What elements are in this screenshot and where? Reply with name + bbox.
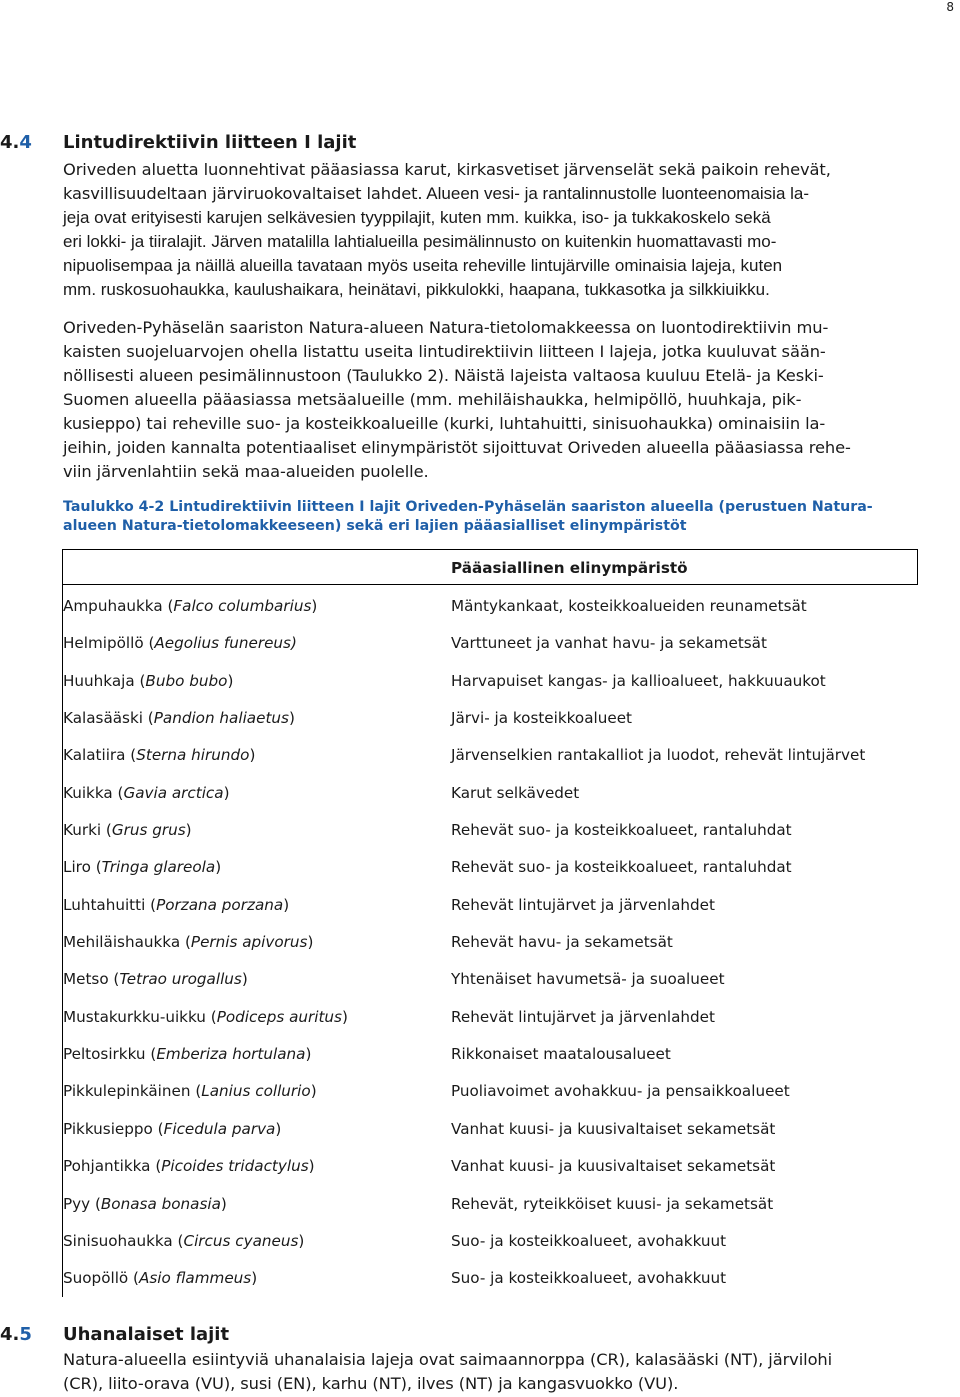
habitat-text: Vanhat kuusi- ja kuusivaltaiset sekametsät: [451, 1157, 776, 1176]
page-number: 8: [946, 0, 954, 14]
section-number: 4.4: [0, 132, 32, 153]
latin-name: Asio flammeus: [138, 1269, 252, 1288]
table-row: [63, 1117, 913, 1154]
section-4-5-paragraph: Natura-alueella esiintyviä uhanalaisia lajeja ovat saimaannorppa (CR), kalasääski (NT), järvilohi (CR), liito-orava (VU), susi (EN), karhu (NT), ilves (NT) ja kangasvuokko (VU).: [63, 1350, 833, 1393]
latin-name: Pernis apivorus: [190, 933, 308, 952]
species-name: Liro (Tringa glareola): [63, 858, 222, 877]
latin-name: Podiceps auritus: [216, 1007, 342, 1026]
species-name: Kuikka (Gavia arctica): [63, 783, 230, 802]
latin-name: Ficedula parva: [163, 1119, 276, 1138]
species-name: Ampuhaukka (Falco columbarius): [63, 597, 318, 615]
section-heading-4-4: [0, 131, 356, 155]
latin-name: Tringa glareola: [101, 858, 216, 877]
table-row: [63, 855, 913, 892]
species-table-body: [63, 594, 913, 1304]
species-name: Kalatiira (Sterna hirundo): [63, 746, 256, 765]
latin-name: Pandion haliaetus: [153, 709, 289, 728]
latin-name: Circus cyaneus: [183, 1231, 299, 1250]
species-name: Peltosirkku (Emberiza hortulana): [63, 1045, 312, 1064]
table-row: [63, 669, 913, 706]
table-border-header: [62, 584, 918, 585]
latin-name: Grus grus: [111, 821, 186, 840]
species-name: Mehiläishaukka (Pernis apivorus): [63, 933, 314, 952]
table-border-right: [917, 549, 918, 585]
table-row: [63, 1005, 913, 1042]
table-row: [63, 1192, 913, 1229]
species-name: Pikkusieppo (Ficedula parva): [63, 1119, 282, 1138]
table-row: [63, 818, 913, 855]
habitat-text: Järvi- ja kosteikkoalueet: [451, 709, 633, 728]
section-number: 4.5: [0, 1324, 32, 1345]
section-title: Lintudirektiivin liitteen I lajit: [63, 132, 357, 153]
section-title: Uhanalaiset lajit: [63, 1324, 230, 1345]
species-name: Metso (Tetrao urogallus): [63, 970, 248, 989]
latin-name: Gavia arctica: [123, 783, 224, 802]
habitat-text: Suo- ja kosteikkoalueet, avohakkuut: [451, 1269, 727, 1288]
habitat-text: Rehevät suo- ja kosteikkoalueet, rantaluhdat: [451, 821, 792, 840]
table-row: [63, 743, 913, 780]
table-caption: Taulukko 4-2 Lintudirektiivin liitteen I lajit Oriveden-Pyhäselän saariston alueella (perustuen Natura- alueen Natura-tietolomakkeeseen) sekä eri lajien pääasialliset elinympäristöt: [63, 499, 873, 534]
habitat-text: Varttuneet ja vanhat havu- ja sekametsät: [451, 634, 767, 653]
latin-name: Bonasa bonasia: [100, 1194, 221, 1213]
table-row: [63, 594, 913, 631]
habitat-text: Yhtenäiset havumetsä- ja suoalueet: [451, 970, 725, 989]
habitat-text: Rehevät suo- ja kosteikkoalueet, rantaluhdat: [451, 858, 792, 877]
habitat-text: Harvapuiset kangas- ja kallioalueet, hakkuuaukot: [451, 671, 826, 690]
table-row: [63, 1266, 913, 1303]
habitat-text: Mäntykankaat, kosteikkoalueiden reunametsät: [451, 597, 807, 615]
latin-name: Aegolius funereus): [154, 634, 297, 653]
table-row: [63, 781, 913, 818]
species-name: Luhtahuitti (Porzana porzana): [63, 895, 290, 914]
table-row: [63, 893, 913, 930]
species-name: Pikkulepinkäinen (Lanius collurio): [63, 1082, 317, 1101]
latin-name: Picoides tridactylus: [161, 1157, 309, 1176]
habitat-text: Rehevät lintujärvet ja järvenlahdet: [451, 1007, 715, 1026]
habitat-text: Järvenselkien rantakalliot ja luodot, rehevät lintujärvet: [451, 746, 866, 765]
species-name: Mustakurkku-uikku (Podiceps auritus): [63, 1007, 348, 1026]
table-row: [63, 1079, 913, 1116]
latin-name: Sterna hirundo: [136, 746, 250, 765]
table-row: [63, 1042, 913, 1079]
latin-name: Falco columbarius: [173, 597, 312, 615]
species-name: Kalasääski (Pandion haliaetus): [63, 709, 295, 728]
habitat-text: Karut selkävedet: [451, 783, 580, 802]
latin-name: Tetrao urogallus: [119, 970, 242, 989]
species-name: Kurki (Grus grus): [63, 821, 192, 840]
table-row: [63, 631, 913, 668]
section-heading-4-5: [0, 1323, 229, 1347]
table-border-top: [62, 549, 918, 550]
latin-name: Bubo bubo: [145, 671, 228, 690]
habitat-text: Rikkonaiset maatalousalueet: [451, 1045, 671, 1064]
table-row: [63, 1229, 913, 1266]
species-name: Pyy (Bonasa bonasia): [63, 1194, 227, 1213]
latin-name: Porzana porzana: [156, 895, 284, 914]
species-name: Helmipöllö (Aegolius funereus): [63, 634, 297, 653]
habitat-text: Vanhat kuusi- ja kuusivaltaiset sekametsät: [451, 1119, 776, 1138]
section-4-4-paragraph-1: Oriveden aluetta luonnehtivat pääasiassa karut, kirkasvetiset järvenselät sekä paikoin rehevät, kasvillisuudeltaan järviruokovaltaiset lahdet. Alueen vesi- ja rantalinnustolle luonteenomaisia la- jeja ovat erityisesti karujen selkävesien tyyppilajit, kuten mm. kuikka, iso- ja tukkakoskelo sekä eri lokki- ja tiiralajit. Järven matalilla lahtialueilla pesimälinnusto on kuitenkin huomattavasti mo- nipuolisempaa ja näillä alueilla tavataan myös useita reheville lintujärville ominaisia lajeja, kuten mm. ruskosuohaukka, kaulushaikara, heinätavi, pikkulokki, haapana, tukkasotka ja silkkiuikku.: [63, 160, 831, 299]
habitat-text: Rehevät lintujärvet ja järvenlahdet: [451, 895, 715, 914]
habitat-text: Suo- ja kosteikkoalueet, avohakkuut: [451, 1231, 727, 1250]
table-row: [63, 706, 913, 743]
latin-name: Emberiza hortulana: [156, 1045, 306, 1064]
species-name: Pohjantikka (Picoides tridactylus): [63, 1157, 315, 1176]
habitat-text: Rehevät havu- ja sekametsät: [451, 933, 673, 952]
table-row: [63, 1154, 913, 1191]
table-row: [63, 930, 913, 967]
species-name: Huuhkaja (Bubo bubo): [63, 671, 234, 690]
table-row: [63, 967, 913, 1004]
column-header-habitat: Pääasiallinen elinympäristö: [451, 559, 688, 577]
latin-name: Lanius collurio: [201, 1082, 311, 1101]
habitat-text: Puoliavoimet avohakkuu- ja pensaikkoalueet: [451, 1082, 790, 1101]
habitat-text: Rehevät, ryteikköiset kuusi- ja sekametsät: [451, 1194, 774, 1213]
species-name: Suopöllö (Asio flammeus): [63, 1269, 258, 1288]
section-4-4-paragraph-2: Oriveden-Pyhäselän saariston Natura-alueen Natura-tietolomakkeessa on luontodirektiivin mu- kaisten suojeluarvojen ohella listattu useita lintudirektiivin liitteen I lajeja, jotka kuuluvat sään- nöllisesti alueen pesimälinnustoon (Taulukko 2). Näistä lajeista valtaosa kuuluu Etelä- ja Keski- Suomen alueella pääasiassa metsäalueille (mm. mehiläishaukka, helmipöllö, huuhkaja, pik- kusieppo) tai reheville suo- ja kosteikkoalueille (kurki, luhtahuitti, sinisuohaukka) ominaisiin la- jeihin, joiden kannalta potentiaaliset elinympäristöt sijoittuvat Oriveden alueella pääasiassa rehe- viin järvenlahtiin sekä maa-alueiden puolelle.: [63, 318, 851, 481]
species-name: Sinisuohaukka (Circus cyaneus): [63, 1231, 305, 1250]
